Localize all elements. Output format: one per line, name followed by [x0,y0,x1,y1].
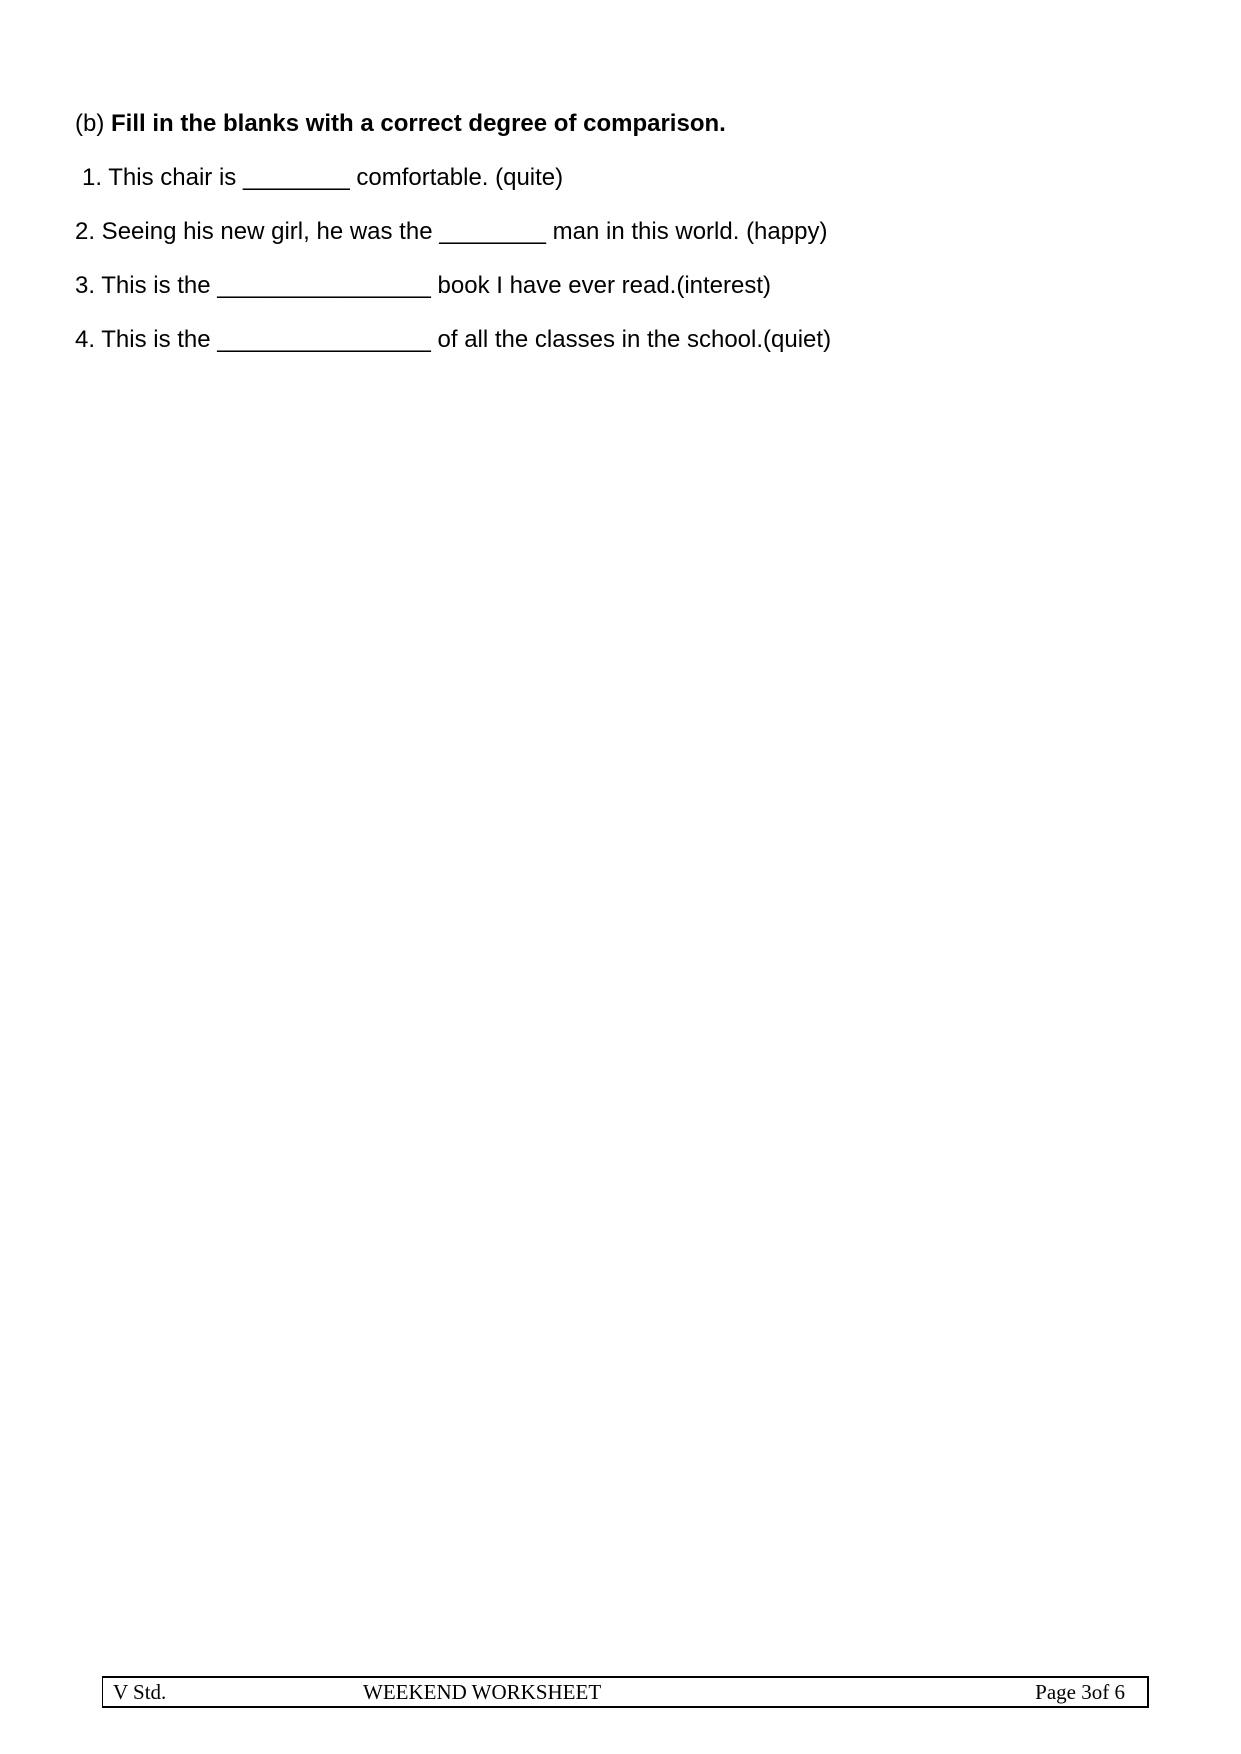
footer-page-number: Page 3of 6 [1035,1680,1125,1704]
question-1: 1. This chair is ________ comfortable. (quite) [82,164,564,191]
exercise-instruction: Fill in the blanks with a correct degree of comparison. [104,110,726,137]
page-footer [102,1676,1149,1708]
exercise-section [75,108,1175,378]
footer-class-label: V Std. [113,1680,167,1704]
exercise-heading [75,108,1175,140]
question-4: 4. This is the ________________ of all the classes in the school.(quiet) [75,326,832,353]
footer-title: WEEKEND WORKSHEET [363,1680,602,1704]
exercise-label: (b) [75,110,105,137]
question-2: 2. Seeing his new girl, he was the ________ man in this world. (happy) [75,218,828,245]
question-3: 3. This is the ________________ book I have ever read.(interest) [75,272,772,299]
